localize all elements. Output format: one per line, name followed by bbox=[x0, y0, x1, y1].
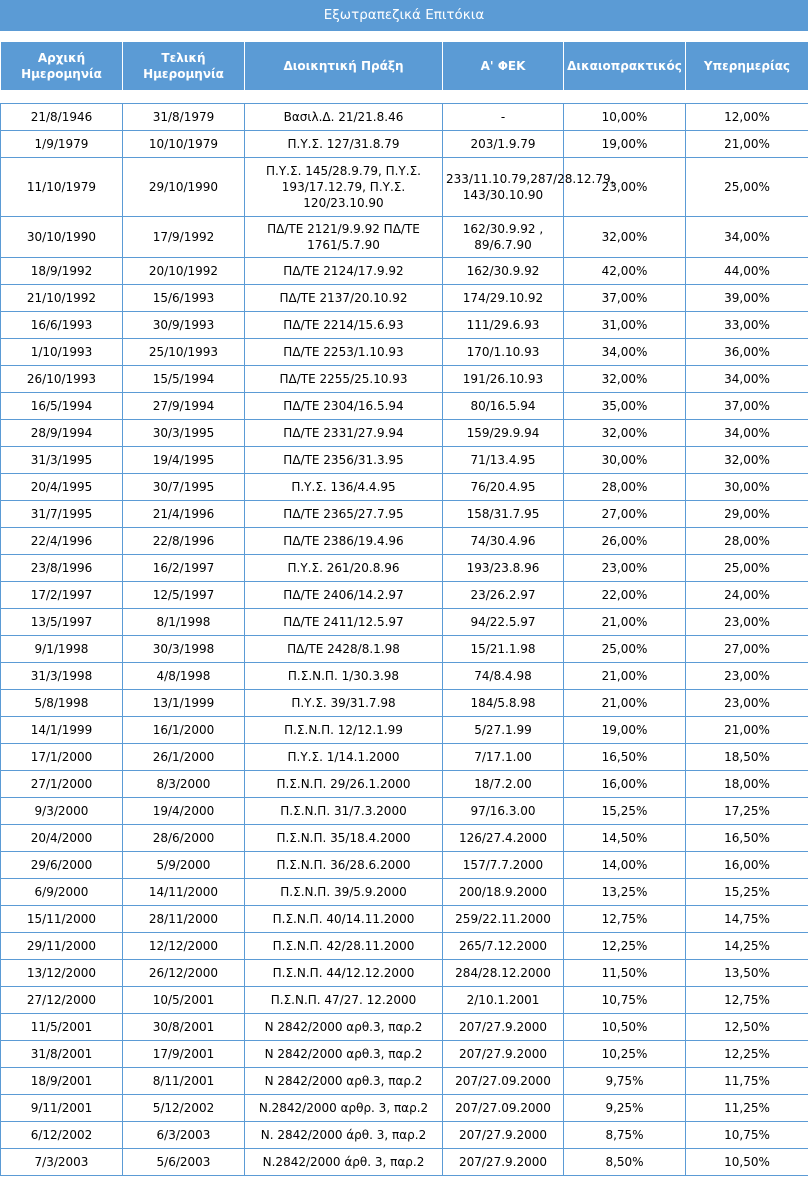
default-rate-cell: 16,00% bbox=[686, 852, 808, 879]
interest-rates-table bbox=[0, 41, 808, 1176]
contractual-rate-cell: 23,00% bbox=[564, 158, 686, 217]
default-rate-cell: 10,75% bbox=[686, 1122, 808, 1149]
table-row bbox=[1, 555, 808, 582]
table-row bbox=[1, 158, 808, 217]
start-date-cell: 6/12/2002 bbox=[1, 1122, 123, 1149]
administrative-act-cell: ΠΔ/ΤΕ 2411/12.5.97 bbox=[245, 609, 443, 636]
end-date-cell: 30/9/1993 bbox=[123, 312, 245, 339]
contractual-rate-cell: 11,50% bbox=[564, 960, 686, 987]
end-date-cell: 14/11/2000 bbox=[123, 879, 245, 906]
start-date-cell: 29/6/2000 bbox=[1, 852, 123, 879]
default-rate-cell: 30,00% bbox=[686, 474, 808, 501]
administrative-act-cell: Π.Σ.Ν.Π. 42/28.11.2000 bbox=[245, 933, 443, 960]
spacer-row bbox=[1, 91, 808, 104]
administrative-act-cell: Π.Υ.Σ. 39/31.7.98 bbox=[245, 690, 443, 717]
contractual-rate-cell: 19,00% bbox=[564, 131, 686, 158]
default-rate-cell: 25,00% bbox=[686, 555, 808, 582]
default-rate-cell: 15,25% bbox=[686, 879, 808, 906]
start-date-cell: 31/8/2001 bbox=[1, 1041, 123, 1068]
default-rate-cell: 34,00% bbox=[686, 217, 808, 258]
gazette-cell: 162/30.9.92 , 89/6.7.90 bbox=[443, 217, 564, 258]
table-row bbox=[1, 717, 808, 744]
table-row bbox=[1, 744, 808, 771]
table-row bbox=[1, 131, 808, 158]
start-date-cell: 6/9/2000 bbox=[1, 879, 123, 906]
start-date-cell: 13/5/1997 bbox=[1, 609, 123, 636]
contractual-rate-cell: 32,00% bbox=[564, 366, 686, 393]
end-date-cell: 12/5/1997 bbox=[123, 582, 245, 609]
table-row bbox=[1, 104, 808, 131]
table-row bbox=[1, 1014, 808, 1041]
default-rate-cell: 23,00% bbox=[686, 663, 808, 690]
gazette-cell: 200/18.9.2000 bbox=[443, 879, 564, 906]
gazette-cell: 74/8.4.98 bbox=[443, 663, 564, 690]
table-row bbox=[1, 582, 808, 609]
col-header-gazette: Α' ΦΕΚ bbox=[443, 42, 564, 91]
administrative-act-cell: ΠΔ/ΤΕ 2331/27.9.94 bbox=[245, 420, 443, 447]
start-date-cell: 21/8/1946 bbox=[1, 104, 123, 131]
gazette-cell: 5/27.1.99 bbox=[443, 717, 564, 744]
administrative-act-cell: Βασιλ.Δ. 21/21.8.46 bbox=[245, 104, 443, 131]
table-row bbox=[1, 501, 808, 528]
administrative-act-cell: Π.Σ.Ν.Π. 36/28.6.2000 bbox=[245, 852, 443, 879]
contractual-rate-cell: 9,25% bbox=[564, 1095, 686, 1122]
end-date-cell: 25/10/1993 bbox=[123, 339, 245, 366]
start-date-cell: 29/11/2000 bbox=[1, 933, 123, 960]
gazette-cell: 193/23.8.96 bbox=[443, 555, 564, 582]
end-date-cell: 16/1/2000 bbox=[123, 717, 245, 744]
contractual-rate-cell: 30,00% bbox=[564, 447, 686, 474]
gazette-cell: 207/27.9.2000 bbox=[443, 1041, 564, 1068]
gazette-cell: 259/22.11.2000 bbox=[443, 906, 564, 933]
administrative-act-cell: Π.Σ.Ν.Π. 1/30.3.98 bbox=[245, 663, 443, 690]
gazette-cell: 71/13.4.95 bbox=[443, 447, 564, 474]
administrative-act-cell: ΠΔ/ΤΕ 2214/15.6.93 bbox=[245, 312, 443, 339]
administrative-act-cell: Ν. 2842/2000 άρθ. 3, παρ.2 bbox=[245, 1122, 443, 1149]
administrative-act-cell: ΠΔ/ΤΕ 2406/14.2.97 bbox=[245, 582, 443, 609]
contractual-rate-cell: 19,00% bbox=[564, 717, 686, 744]
end-date-cell: 6/3/2003 bbox=[123, 1122, 245, 1149]
contractual-rate-cell: 13,25% bbox=[564, 879, 686, 906]
start-date-cell: 16/5/1994 bbox=[1, 393, 123, 420]
administrative-act-cell: Π.Σ.Ν.Π. 44/12.12.2000 bbox=[245, 960, 443, 987]
table-row bbox=[1, 960, 808, 987]
gazette-cell: 80/16.5.94 bbox=[443, 393, 564, 420]
end-date-cell: 10/10/1979 bbox=[123, 131, 245, 158]
gazette-cell: 207/27.9.2000 bbox=[443, 1014, 564, 1041]
contractual-rate-cell: 21,00% bbox=[564, 690, 686, 717]
table-row bbox=[1, 1149, 808, 1176]
administrative-act-cell: ΠΔ/ΤΕ 2356/31.3.95 bbox=[245, 447, 443, 474]
table-row bbox=[1, 285, 808, 312]
table-body bbox=[1, 91, 808, 1176]
gazette-cell: - bbox=[443, 104, 564, 131]
start-date-cell: 7/3/2003 bbox=[1, 1149, 123, 1176]
administrative-act-cell: Ν 2842/2000 αρθ.3, παρ.2 bbox=[245, 1068, 443, 1095]
contractual-rate-cell: 9,75% bbox=[564, 1068, 686, 1095]
default-rate-cell: 32,00% bbox=[686, 447, 808, 474]
end-date-cell: 5/6/2003 bbox=[123, 1149, 245, 1176]
table-row bbox=[1, 690, 808, 717]
contractual-rate-cell: 26,00% bbox=[564, 528, 686, 555]
table-row bbox=[1, 312, 808, 339]
end-date-cell: 30/8/2001 bbox=[123, 1014, 245, 1041]
end-date-cell: 15/6/1993 bbox=[123, 285, 245, 312]
contractual-rate-cell: 42,00% bbox=[564, 258, 686, 285]
default-rate-cell: 39,00% bbox=[686, 285, 808, 312]
administrative-act-cell: Ν 2842/2000 αρθ.3, παρ.2 bbox=[245, 1014, 443, 1041]
contractual-rate-cell: 34,00% bbox=[564, 339, 686, 366]
end-date-cell: 30/3/1998 bbox=[123, 636, 245, 663]
administrative-act-cell: ΠΔ/ΤΕ 2253/1.10.93 bbox=[245, 339, 443, 366]
contractual-rate-cell: 25,00% bbox=[564, 636, 686, 663]
start-date-cell: 17/2/1997 bbox=[1, 582, 123, 609]
default-rate-cell: 23,00% bbox=[686, 609, 808, 636]
start-date-cell: 14/1/1999 bbox=[1, 717, 123, 744]
gazette-cell: 97/16.3.00 bbox=[443, 798, 564, 825]
administrative-act-cell: Π.Σ.Ν.Π. 12/12.1.99 bbox=[245, 717, 443, 744]
table-row bbox=[1, 393, 808, 420]
start-date-cell: 1/9/1979 bbox=[1, 131, 123, 158]
end-date-cell: 8/1/1998 bbox=[123, 609, 245, 636]
start-date-cell: 1/10/1993 bbox=[1, 339, 123, 366]
default-rate-cell: 13,50% bbox=[686, 960, 808, 987]
gazette-cell: 15/21.1.98 bbox=[443, 636, 564, 663]
contractual-rate-cell: 12,25% bbox=[564, 933, 686, 960]
default-rate-cell: 24,00% bbox=[686, 582, 808, 609]
contractual-rate-cell: 16,00% bbox=[564, 771, 686, 798]
gazette-cell: 18/7.2.00 bbox=[443, 771, 564, 798]
gazette-cell: 265/7.12.2000 bbox=[443, 933, 564, 960]
start-date-cell: 13/12/2000 bbox=[1, 960, 123, 987]
contractual-rate-cell: 27,00% bbox=[564, 501, 686, 528]
spacer-cell bbox=[1, 91, 808, 104]
start-date-cell: 9/1/1998 bbox=[1, 636, 123, 663]
end-date-cell: 17/9/1992 bbox=[123, 217, 245, 258]
table-row bbox=[1, 906, 808, 933]
end-date-cell: 5/12/2002 bbox=[123, 1095, 245, 1122]
administrative-act-cell: Π.Σ.Ν.Π. 47/27. 12.2000 bbox=[245, 987, 443, 1014]
default-rate-cell: 34,00% bbox=[686, 420, 808, 447]
end-date-cell: 28/11/2000 bbox=[123, 906, 245, 933]
start-date-cell: 23/8/1996 bbox=[1, 555, 123, 582]
administrative-act-cell: ΠΔ/ΤΕ 2137/20.10.92 bbox=[245, 285, 443, 312]
table-row bbox=[1, 1068, 808, 1095]
gazette-cell: 162/30.9.92 bbox=[443, 258, 564, 285]
gazette-cell: 207/27.09.2000 bbox=[443, 1095, 564, 1122]
contractual-rate-cell: 23,00% bbox=[564, 555, 686, 582]
administrative-act-cell: Π.Υ.Σ. 136/4.4.95 bbox=[245, 474, 443, 501]
default-rate-cell: 36,00% bbox=[686, 339, 808, 366]
administrative-act-cell: Π.Υ.Σ. 145/28.9.79, Π.Υ.Σ. 193/17.12.79, Π.Υ.Σ. 120/23.10.90 bbox=[245, 158, 443, 217]
start-date-cell: 30/10/1990 bbox=[1, 217, 123, 258]
gazette-cell: 126/27.4.2000 bbox=[443, 825, 564, 852]
start-date-cell: 26/10/1993 bbox=[1, 366, 123, 393]
end-date-cell: 30/3/1995 bbox=[123, 420, 245, 447]
contractual-rate-cell: 21,00% bbox=[564, 663, 686, 690]
table-row bbox=[1, 1122, 808, 1149]
contractual-rate-cell: 14,00% bbox=[564, 852, 686, 879]
col-header-default-rate: Υπερημερίας bbox=[686, 42, 808, 91]
administrative-act-cell: Π.Σ.Ν.Π. 39/5.9.2000 bbox=[245, 879, 443, 906]
contractual-rate-cell: 31,00% bbox=[564, 312, 686, 339]
end-date-cell: 12/12/2000 bbox=[123, 933, 245, 960]
start-date-cell: 20/4/1995 bbox=[1, 474, 123, 501]
end-date-cell: 4/8/1998 bbox=[123, 663, 245, 690]
end-date-cell: 13/1/1999 bbox=[123, 690, 245, 717]
default-rate-cell: 12,50% bbox=[686, 1014, 808, 1041]
table-row bbox=[1, 366, 808, 393]
col-header-administrative-act: Διοικητική Πράξη bbox=[245, 42, 443, 91]
contractual-rate-cell: 16,50% bbox=[564, 744, 686, 771]
end-date-cell: 8/11/2001 bbox=[123, 1068, 245, 1095]
table-row bbox=[1, 528, 808, 555]
gazette-cell: 159/29.9.94 bbox=[443, 420, 564, 447]
gazette-cell: 157/7.7.2000 bbox=[443, 852, 564, 879]
start-date-cell: 20/4/2000 bbox=[1, 825, 123, 852]
table-row bbox=[1, 258, 808, 285]
table-row bbox=[1, 798, 808, 825]
default-rate-cell: 23,00% bbox=[686, 690, 808, 717]
start-date-cell: 27/1/2000 bbox=[1, 771, 123, 798]
contractual-rate-cell: 10,00% bbox=[564, 104, 686, 131]
default-rate-cell: 12,75% bbox=[686, 987, 808, 1014]
table-row bbox=[1, 663, 808, 690]
gazette-cell: 111/29.6.93 bbox=[443, 312, 564, 339]
administrative-act-cell: ΠΔ/ΤΕ 2121/9.9.92 ΠΔ/ΤΕ 1761/5.7.90 bbox=[245, 217, 443, 258]
default-rate-cell: 44,00% bbox=[686, 258, 808, 285]
gazette-cell: 233/11.10.79,287/28.12.79, 143/30.10.90 bbox=[443, 158, 564, 217]
administrative-act-cell: Ν 2842/2000 αρθ.3, παρ.2 bbox=[245, 1041, 443, 1068]
contractual-rate-cell: 37,00% bbox=[564, 285, 686, 312]
start-date-cell: 27/12/2000 bbox=[1, 987, 123, 1014]
default-rate-cell: 18,00% bbox=[686, 771, 808, 798]
table-row bbox=[1, 1041, 808, 1068]
start-date-cell: 9/3/2000 bbox=[1, 798, 123, 825]
table-row bbox=[1, 852, 808, 879]
administrative-act-cell: Ν.2842/2000 άρθ. 3, παρ.2 bbox=[245, 1149, 443, 1176]
end-date-cell: 17/9/2001 bbox=[123, 1041, 245, 1068]
default-rate-cell: 27,00% bbox=[686, 636, 808, 663]
end-date-cell: 27/9/1994 bbox=[123, 393, 245, 420]
administrative-act-cell: Π.Υ.Σ. 261/20.8.96 bbox=[245, 555, 443, 582]
start-date-cell: 22/4/1996 bbox=[1, 528, 123, 555]
gazette-cell: 76/20.4.95 bbox=[443, 474, 564, 501]
table-row bbox=[1, 825, 808, 852]
contractual-rate-cell: 10,50% bbox=[564, 1014, 686, 1041]
default-rate-cell: 28,00% bbox=[686, 528, 808, 555]
administrative-act-cell: Π.Σ.Ν.Π. 31/7.3.2000 bbox=[245, 798, 443, 825]
administrative-act-cell: ΠΔ/ΤΕ 2428/8.1.98 bbox=[245, 636, 443, 663]
administrative-act-cell: ΠΔ/ΤΕ 2255/25.10.93 bbox=[245, 366, 443, 393]
end-date-cell: 10/5/2001 bbox=[123, 987, 245, 1014]
end-date-cell: 16/2/1997 bbox=[123, 555, 245, 582]
gazette-cell: 207/27.09.2000 bbox=[443, 1068, 564, 1095]
table-row bbox=[1, 447, 808, 474]
default-rate-cell: 25,00% bbox=[686, 158, 808, 217]
gazette-cell: 207/27.9.2000 bbox=[443, 1149, 564, 1176]
administrative-act-cell: ΠΔ/ΤΕ 2365/27.7.95 bbox=[245, 501, 443, 528]
contractual-rate-cell: 15,25% bbox=[564, 798, 686, 825]
header-row bbox=[1, 42, 808, 91]
default-rate-cell: 10,50% bbox=[686, 1149, 808, 1176]
end-date-cell: 21/4/1996 bbox=[123, 501, 245, 528]
contractual-rate-cell: 10,75% bbox=[564, 987, 686, 1014]
end-date-cell: 29/10/1990 bbox=[123, 158, 245, 217]
table-row bbox=[1, 609, 808, 636]
administrative-act-cell: ΠΔ/ΤΕ 2304/16.5.94 bbox=[245, 393, 443, 420]
contractual-rate-cell: 14,50% bbox=[564, 825, 686, 852]
end-date-cell: 15/5/1994 bbox=[123, 366, 245, 393]
contractual-rate-cell: 35,00% bbox=[564, 393, 686, 420]
table-row bbox=[1, 771, 808, 798]
start-date-cell: 21/10/1992 bbox=[1, 285, 123, 312]
end-date-cell: 30/7/1995 bbox=[123, 474, 245, 501]
administrative-act-cell: Π.Σ.Ν.Π. 35/18.4.2000 bbox=[245, 825, 443, 852]
start-date-cell: 15/11/2000 bbox=[1, 906, 123, 933]
end-date-cell: 5/9/2000 bbox=[123, 852, 245, 879]
end-date-cell: 8/3/2000 bbox=[123, 771, 245, 798]
col-header-end-date: Τελική Ημερομηνία bbox=[123, 42, 245, 91]
default-rate-cell: 18,50% bbox=[686, 744, 808, 771]
end-date-cell: 28/6/2000 bbox=[123, 825, 245, 852]
start-date-cell: 16/6/1993 bbox=[1, 312, 123, 339]
col-header-contractual-rate: Δικαιοπρακτικός bbox=[564, 42, 686, 91]
table-row bbox=[1, 1095, 808, 1122]
end-date-cell: 26/12/2000 bbox=[123, 960, 245, 987]
end-date-cell: 22/8/1996 bbox=[123, 528, 245, 555]
contractual-rate-cell: 28,00% bbox=[564, 474, 686, 501]
start-date-cell: 31/3/1995 bbox=[1, 447, 123, 474]
table-row bbox=[1, 339, 808, 366]
gazette-cell: 74/30.4.96 bbox=[443, 528, 564, 555]
default-rate-cell: 34,00% bbox=[686, 366, 808, 393]
default-rate-cell: 14,25% bbox=[686, 933, 808, 960]
administrative-act-cell: Π.Σ.Ν.Π. 40/14.11.2000 bbox=[245, 906, 443, 933]
default-rate-cell: 16,50% bbox=[686, 825, 808, 852]
start-date-cell: 31/3/1998 bbox=[1, 663, 123, 690]
start-date-cell: 28/9/1994 bbox=[1, 420, 123, 447]
start-date-cell: 5/8/1998 bbox=[1, 690, 123, 717]
gazette-cell: 23/26.2.97 bbox=[443, 582, 564, 609]
administrative-act-cell: ΠΔ/ΤΕ 2124/17.9.92 bbox=[245, 258, 443, 285]
default-rate-cell: 11,25% bbox=[686, 1095, 808, 1122]
start-date-cell: 18/9/2001 bbox=[1, 1068, 123, 1095]
contractual-rate-cell: 12,75% bbox=[564, 906, 686, 933]
contractual-rate-cell: 22,00% bbox=[564, 582, 686, 609]
contractual-rate-cell: 21,00% bbox=[564, 609, 686, 636]
end-date-cell: 26/1/2000 bbox=[123, 744, 245, 771]
table-row bbox=[1, 474, 808, 501]
table-row bbox=[1, 987, 808, 1014]
default-rate-cell: 21,00% bbox=[686, 717, 808, 744]
default-rate-cell: 21,00% bbox=[686, 131, 808, 158]
start-date-cell: 11/10/1979 bbox=[1, 158, 123, 217]
administrative-act-cell: ΠΔ/ΤΕ 2386/19.4.96 bbox=[245, 528, 443, 555]
start-date-cell: 17/1/2000 bbox=[1, 744, 123, 771]
col-header-start-date: Αρχική Ημερομηνία bbox=[1, 42, 123, 91]
gazette-cell: 2/10.1.2001 bbox=[443, 987, 564, 1014]
contractual-rate-cell: 10,25% bbox=[564, 1041, 686, 1068]
table-row bbox=[1, 636, 808, 663]
gazette-cell: 158/31.7.95 bbox=[443, 501, 564, 528]
gazette-cell: 184/5.8.98 bbox=[443, 690, 564, 717]
start-date-cell: 11/5/2001 bbox=[1, 1014, 123, 1041]
default-rate-cell: 14,75% bbox=[686, 906, 808, 933]
gazette-cell: 207/27.9.2000 bbox=[443, 1122, 564, 1149]
table-row bbox=[1, 933, 808, 960]
contractual-rate-cell: 32,00% bbox=[564, 217, 686, 258]
default-rate-cell: 29,00% bbox=[686, 501, 808, 528]
gazette-cell: 174/29.10.92 bbox=[443, 285, 564, 312]
contractual-rate-cell: 32,00% bbox=[564, 420, 686, 447]
end-date-cell: 19/4/1995 bbox=[123, 447, 245, 474]
table-row bbox=[1, 879, 808, 906]
contractual-rate-cell: 8,50% bbox=[564, 1149, 686, 1176]
gazette-cell: 7/17.1.00 bbox=[443, 744, 564, 771]
gazette-cell: 284/28.12.2000 bbox=[443, 960, 564, 987]
gazette-cell: 191/26.10.93 bbox=[443, 366, 564, 393]
contractual-rate-cell: 8,75% bbox=[564, 1122, 686, 1149]
administrative-act-cell: Π.Υ.Σ. 127/31.8.79 bbox=[245, 131, 443, 158]
default-rate-cell: 17,25% bbox=[686, 798, 808, 825]
end-date-cell: 31/8/1979 bbox=[123, 104, 245, 131]
table-title: Εξωτραπεζικά Επιτόκια bbox=[0, 0, 808, 31]
default-rate-cell: 12,00% bbox=[686, 104, 808, 131]
start-date-cell: 9/11/2001 bbox=[1, 1095, 123, 1122]
default-rate-cell: 12,25% bbox=[686, 1041, 808, 1068]
table-row bbox=[1, 217, 808, 258]
end-date-cell: 19/4/2000 bbox=[123, 798, 245, 825]
administrative-act-cell: Ν.2842/2000 αρθρ. 3, παρ.2 bbox=[245, 1095, 443, 1122]
gazette-cell: 94/22.5.97 bbox=[443, 609, 564, 636]
gazette-cell: 203/1.9.79 bbox=[443, 131, 564, 158]
administrative-act-cell: Π.Σ.Ν.Π. 29/26.1.2000 bbox=[245, 771, 443, 798]
default-rate-cell: 11,75% bbox=[686, 1068, 808, 1095]
table-row bbox=[1, 420, 808, 447]
default-rate-cell: 37,00% bbox=[686, 393, 808, 420]
administrative-act-cell: Π.Υ.Σ. 1/14.1.2000 bbox=[245, 744, 443, 771]
end-date-cell: 20/10/1992 bbox=[123, 258, 245, 285]
default-rate-cell: 33,00% bbox=[686, 312, 808, 339]
gazette-cell: 170/1.10.93 bbox=[443, 339, 564, 366]
start-date-cell: 31/7/1995 bbox=[1, 501, 123, 528]
start-date-cell: 18/9/1992 bbox=[1, 258, 123, 285]
